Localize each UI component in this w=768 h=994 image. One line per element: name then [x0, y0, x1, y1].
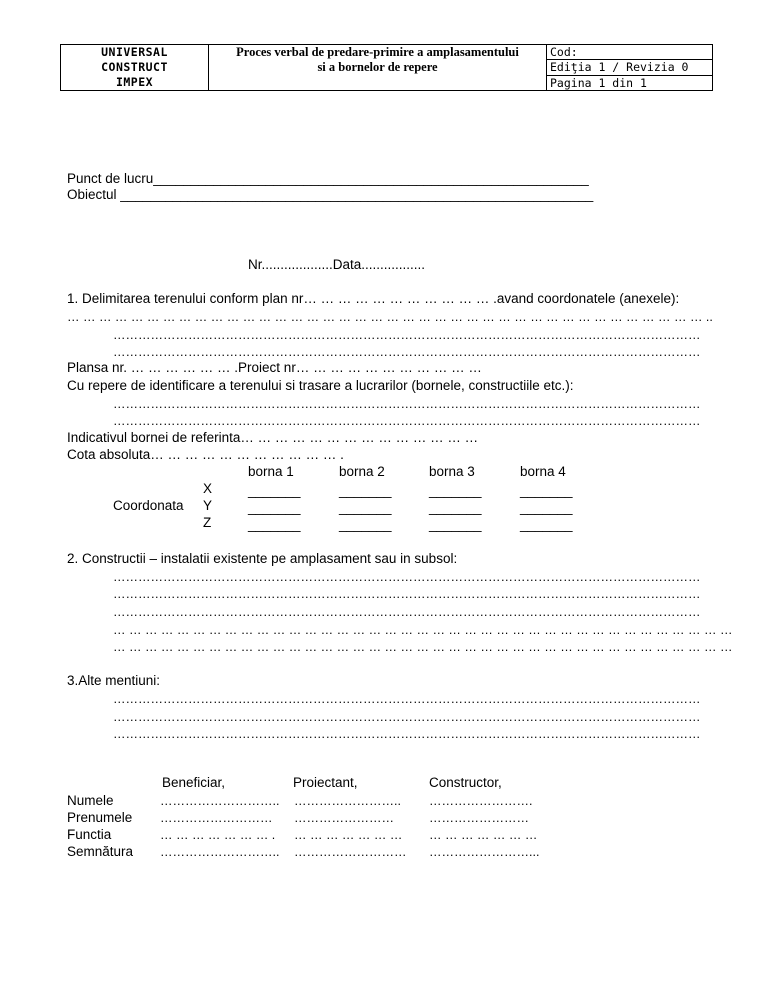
- section2-dots-5: … … … … … … … … … … … … … … … … … … … … … … … … … … … … … … … … … … … … … … …: [113, 640, 733, 654]
- title-line-1: Proces verbal de predare-primire a amplasamentului: [236, 45, 519, 59]
- numele-constructor: …………………….: [429, 794, 533, 808]
- semnatura-label: Semnătura: [67, 844, 134, 859]
- functia-proiectant: … … … … … … …: [294, 828, 403, 842]
- constructor-header: Constructor,: [429, 775, 502, 790]
- punct-de-lucru-field: Punct de lucru__________________________________________________________: [67, 171, 589, 186]
- repere-dots-2: ……………………………………………………………………………………………………………………………: [113, 414, 701, 428]
- borna-2-header: borna 2: [339, 464, 385, 479]
- section1-heading: 1. Delimitarea terenului conform plan nr… … … … … … … … … … … .avand coordonatele (anexele):: [67, 291, 680, 306]
- borna-2-x: _______: [339, 483, 392, 498]
- semnatura-beneficiar: ………………………..: [160, 845, 280, 859]
- plansa-field: Plansa nr. … … … … … … .Proiect nr… … … … … … … … … … …: [67, 360, 482, 375]
- semnatura-constructor: ……………………...: [429, 845, 540, 859]
- borna-3-y: _______: [429, 500, 482, 515]
- beneficiar-header: Beneficiar,: [162, 775, 226, 790]
- borna-4-x: _______: [520, 483, 573, 498]
- borna-1-x: _______: [248, 483, 301, 498]
- title-line-2: si a bornelor de repere: [317, 60, 438, 74]
- header-table: [60, 44, 713, 91]
- numele-proiectant: ……………………..: [294, 794, 401, 808]
- section2-heading: 2. Constructii – instalatii existente pe amplasament sau in subsol:: [67, 551, 458, 566]
- axis-z-label: Z: [203, 515, 212, 530]
- company-line-2: CONSTRUCT: [101, 60, 168, 74]
- indicativ-field: Indicativul bornei de referinta… … … … … … … … … … … … … …: [67, 430, 479, 445]
- borna-3-x: _______: [429, 483, 482, 498]
- obiectul-field: Obiectul _______________________________________________________________: [67, 187, 594, 202]
- prenumele-label: Prenumele: [67, 810, 133, 825]
- pagina-cell: Pagina 1 din 1: [547, 75, 713, 90]
- semnatura-proiectant: ………………………: [294, 845, 407, 859]
- borna-1-y: _______: [248, 500, 301, 515]
- axis-y-label: Y: [203, 498, 213, 513]
- repere-dots-1: ……………………………………………………………………………………………………………………………: [113, 397, 701, 411]
- section1-dots-3: ……………………………………………………………………………………………………………………………: [113, 345, 701, 359]
- section1-dots-2: ……………………………………………………………………………………………………………………………: [113, 328, 701, 342]
- borna-4-header: borna 4: [520, 464, 566, 479]
- borna-1-header: borna 1: [248, 464, 294, 479]
- borna-2-y: _______: [339, 500, 392, 515]
- section3-dots-2: ……………………………………………………………………………………………………………………………: [113, 710, 701, 724]
- prenumele-beneficiar: ………………………: [160, 811, 273, 825]
- borna-2-z: _______: [339, 517, 392, 532]
- borna-4-z: _______: [520, 517, 573, 532]
- company-line-1: UNIVERSAL: [101, 45, 168, 59]
- cota-field: Cota absoluta… … … … … … … … … … … .: [67, 447, 344, 462]
- axis-x-label: X: [203, 481, 213, 496]
- section3-dots-1: ……………………………………………………………………………………………………………………………: [113, 692, 701, 706]
- prenumele-proiectant: ……………………: [294, 811, 394, 825]
- document-title: [209, 45, 547, 91]
- section2-dots-2: ……………………………………………………………………………………………………………………………: [113, 587, 701, 601]
- borna-3-z: _______: [429, 517, 482, 532]
- borna-3-header: borna 3: [429, 464, 475, 479]
- cod-cell: Cod:: [547, 45, 713, 60]
- prenumele-constructor: ……………………: [429, 811, 529, 825]
- functia-beneficiar: … … … … … … … .: [160, 828, 276, 842]
- numele-beneficiar: ………………………..: [160, 794, 280, 808]
- proiectant-header: Proiectant,: [293, 775, 358, 790]
- repere-label: Cu repere de identificare a terenului si trasare a lucrarilor (bornele, constructiile etc.):: [67, 378, 574, 393]
- company-line-3: IMPEX: [115, 75, 154, 89]
- borna-1-z: _______: [248, 517, 301, 532]
- section2-dots-1: ……………………………………………………………………………………………………………………………: [113, 570, 701, 584]
- coordonata-label: Coordonata: [113, 498, 184, 513]
- section3-heading: 3.Alte mentiuni:: [67, 673, 161, 688]
- numele-label: Numele: [67, 793, 114, 808]
- section2-dots-4: … … … … … … … … … … … … … … … … … … … … … … … … … … … … … … … … … … … … … … …: [113, 623, 733, 637]
- section2-dots-3: ……………………………………………………………………………………………………………………………: [113, 605, 701, 619]
- functia-constructor: … … … … … … …: [429, 828, 538, 842]
- section1-dots-1: … … … … … … … … … … … … … … … … … … … … … … … … … … … … … … … … … … … … … … … … ..: [67, 310, 713, 324]
- editie-cell: Ediţia 1 / Revizia 0: [547, 60, 713, 75]
- company-name: [61, 45, 209, 91]
- nr-data-field: Nr...................Data.................: [248, 257, 426, 272]
- section3-dots-3: ……………………………………………………………………………………………………………………………: [113, 727, 701, 741]
- borna-4-y: _______: [520, 500, 573, 515]
- functia-label: Functia: [67, 827, 112, 842]
